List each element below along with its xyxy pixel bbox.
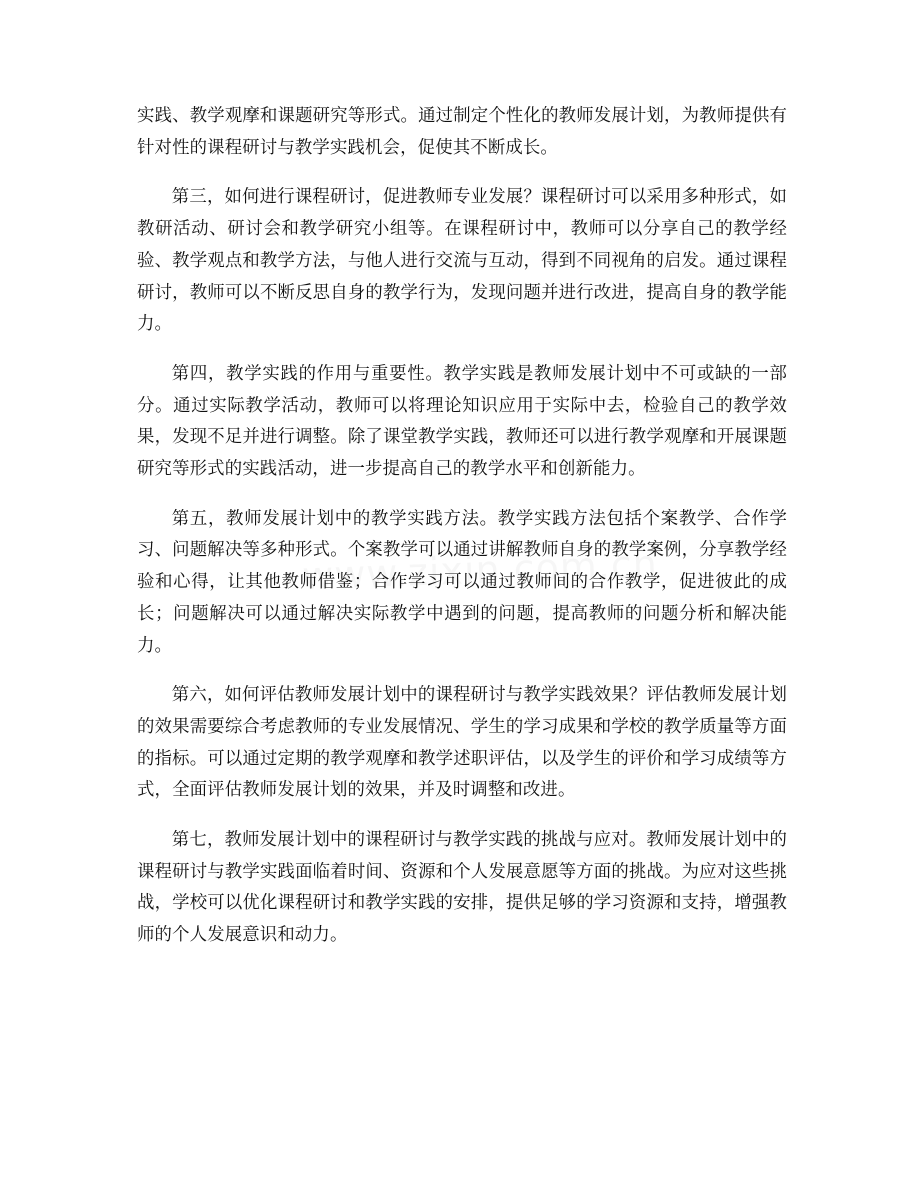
paragraph-3: 第四，教学实践的作用与重要性。教学实践是教师发展计划中不可或缺的一部分。通过实际教学活动，教师可以将理论知识应用于实际中去，检验自己的教学效果，发现不足并进行调整。除了课堂教学实践，教师还可以进行教学观摩和开展课题研究等形式的实践活动，进一步提高自己的教学水平和创新能力。: [137, 363, 787, 480]
paragraph-1: 实践、教学观摩和课题研究等形式。通过制定个性化的教师发展计划，为教师提供有针对性的课程研讨与教学实践机会，促使其不断成长。: [137, 106, 787, 158]
paragraph-4: 第五，教师发展计划中的教学实践方法。教学实践方法包括个案教学、合作学习、问题解决等多种形式。个案教学可以通过讲解教师自身的教学案例，分享教学经验和心得，让其他教师借鉴；合作学习可以通过教师间的合作教学，促进彼此的成长；问题解决可以通过解决实际教学中遇到的问题，提高教师的问题分析和解决能力。: [137, 508, 787, 656]
document-body: [137, 101, 787, 970]
paragraph-6: 第七，教师发展计划中的课程研讨与教学实践的挑战与应对。教师发展计划中的课程研讨与教学实践面临着时间、资源和个人发展意愿等方面的挑战。为应对这些挑战，学校可以优化课程研讨和教学实践的安排，提供足够的学习资源和支持，增强教师的个人发展意识和动力。: [137, 830, 787, 946]
paragraph-2: 第三，如何进行课程研讨，促进教师专业发展？课程研讨可以采用多种形式，如教研活动、研讨会和教学研究小组等。在课程研讨中，教师可以分享自己的教学经验、教学观点和教学方法，与他人进行交流与互动，得到不同视角的启发。通过课程研讨，教师可以不断反思自身的教学行为，发现问题并进行改进，提高自身的教学能力。: [137, 187, 787, 335]
paragraph-5: 第六，如何评估教师发展计划中的课程研讨与教学实践效果？评估教师发展计划的效果需要综合考虑教师的专业发展情况、学生的学习成果和学校的教学质量等方面的指标。可以通过定期的教学观摩和教学述职评估，以及学生的评价和学习成绩等方式，全面评估教师发展计划的效果，并及时调整和改进。: [137, 685, 787, 801]
